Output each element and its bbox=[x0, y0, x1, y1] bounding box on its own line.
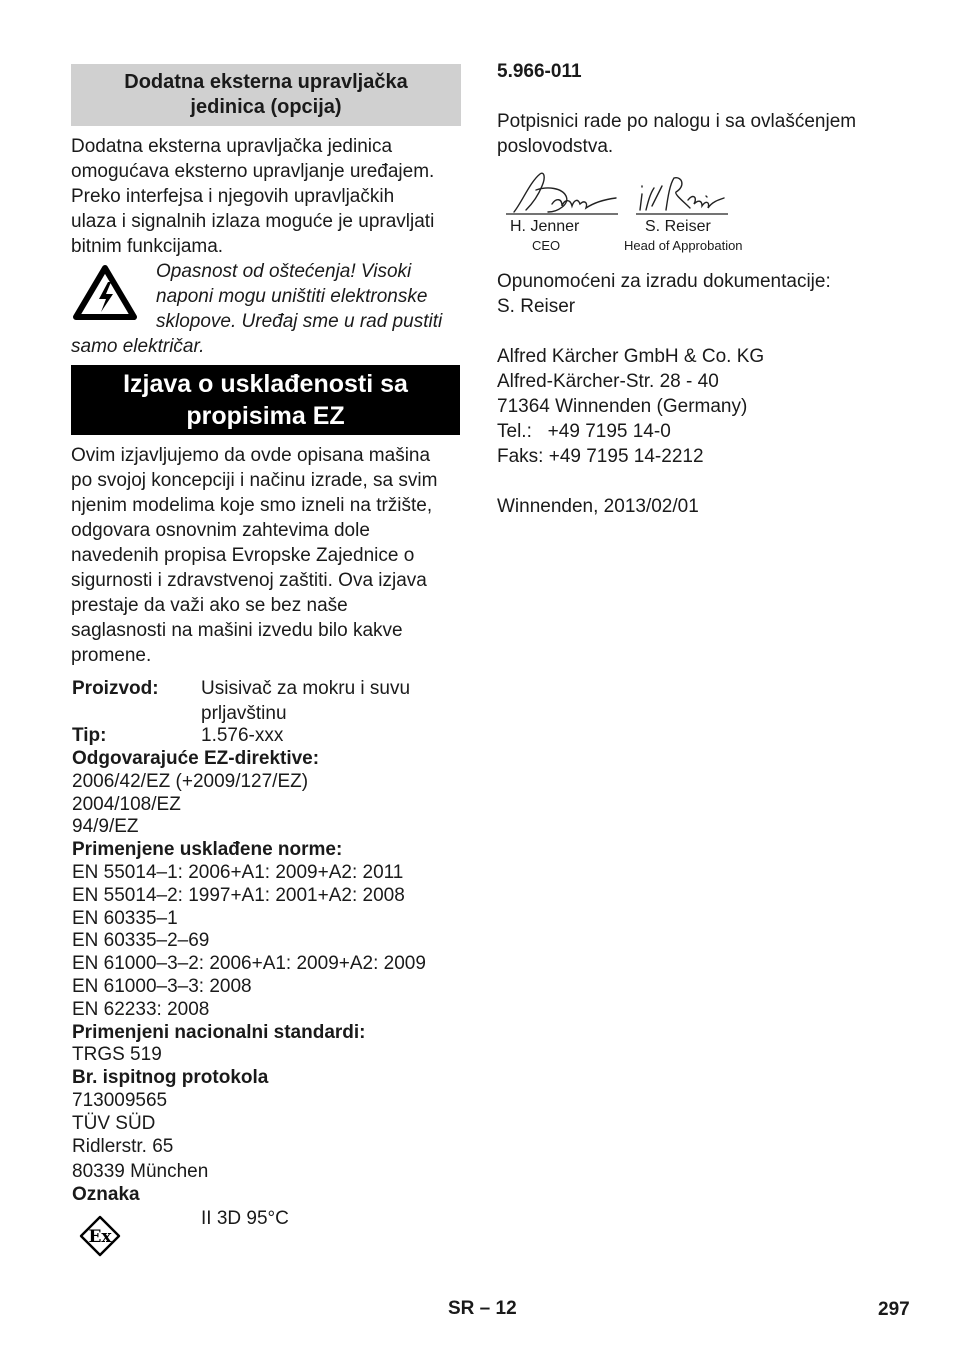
section-title-line: Izjava o usklađenosti sa bbox=[123, 370, 408, 398]
norm-item: EN 61000–3–3: 2008 bbox=[72, 975, 252, 997]
fax-line: Faks: +49 7195 14-2212 bbox=[497, 446, 704, 467]
signatory-role: CEO bbox=[532, 238, 561, 253]
text-line: Ridlerstr. 65 bbox=[72, 1136, 174, 1157]
national-standards-label: Primenjeni nacionalni standardi: bbox=[72, 1021, 366, 1043]
section-title bbox=[71, 365, 460, 435]
national-standard-item: TRGS 519 bbox=[72, 1044, 162, 1066]
norm-item: EN 62233: 2008 bbox=[72, 998, 210, 1020]
protocol-label: Br. ispitnog protokola bbox=[72, 1067, 269, 1089]
text-line: saglasnosti na mašini izvedu bilo kakve bbox=[71, 620, 403, 641]
product-value bbox=[201, 676, 410, 726]
norm-item: EN 55014–2: 1997+A1: 2001+A2: 2008 bbox=[72, 884, 405, 906]
norm-item: EN 60335–2–69 bbox=[72, 930, 210, 952]
directives-label: Odgovarajuće EZ-direktive: bbox=[72, 748, 320, 769]
text-line: poslovodstva. bbox=[497, 136, 614, 157]
norm-item: EN 60335–1 bbox=[72, 907, 178, 929]
authority-text bbox=[497, 109, 856, 159]
place-date: Winnenden, 2013/02/01 bbox=[497, 496, 699, 517]
text-line: po svojoj koncepciji i načinu izrade, sa svim bbox=[71, 470, 438, 491]
intro-paragraph bbox=[71, 134, 434, 259]
text-line: odgovara osnovnim zahtevima dole bbox=[71, 520, 370, 541]
company-name: Alfred Kärcher GmbH & Co. KG bbox=[497, 346, 765, 367]
protocol-number: 713009565 bbox=[72, 1089, 168, 1111]
text-line: prljavštinu bbox=[201, 703, 287, 724]
text-line: ulaza i signalnih izlaza moguće je upravljati bbox=[71, 211, 435, 232]
specs-block bbox=[72, 748, 426, 1136]
text-line: Usisivač za mokru i suvu bbox=[201, 678, 411, 699]
text-line: bitnim funkcijama. bbox=[71, 236, 224, 257]
text-line: S. Reiser bbox=[497, 296, 576, 317]
text-line: Ovim izjavljujemo da ovde opisana mašina bbox=[71, 445, 431, 466]
svg-text:Ex: Ex bbox=[88, 1227, 112, 1247]
directive-item: 94/9/EZ bbox=[72, 816, 139, 838]
text-line: Dodatna eksterna upravljačka jedinica bbox=[71, 136, 393, 157]
text-line: promene. bbox=[71, 645, 152, 666]
text-line: Opunomoćeni za izradu dokumentacije: bbox=[497, 271, 831, 292]
type-label: Tip: bbox=[72, 725, 107, 746]
signatory-name: H. Jenner bbox=[510, 218, 580, 235]
company-address bbox=[497, 344, 764, 469]
text-line: sigurnosti i zdravstvenoj zaštiti. Ova izjava bbox=[71, 570, 427, 591]
warning-text bbox=[156, 259, 442, 334]
part-number: 5.966-011 bbox=[497, 61, 582, 82]
norms-label: Primenjene usklađene norme: bbox=[72, 839, 343, 861]
warning-text-last: samo električar. bbox=[71, 336, 205, 357]
subsection-title-line: Dodatna eksterna upravljačka bbox=[124, 71, 408, 93]
high-voltage-warning-icon bbox=[72, 264, 138, 322]
signature-reiser-image bbox=[632, 172, 732, 218]
marking-label: Oznaka bbox=[72, 1184, 140, 1205]
text-line: Potpisnici rade po nalogu i sa ovlašćenjem bbox=[497, 111, 857, 132]
marking-value: II 3D 95°C bbox=[201, 1208, 289, 1229]
text-line: njenim modelima koje smo izneli na tržište, bbox=[71, 495, 433, 516]
type-value: 1.576-xxx bbox=[201, 725, 284, 746]
page-number: 297 bbox=[878, 1299, 910, 1320]
text-line: navedenih propisa Evropske Zajednice o bbox=[71, 545, 415, 566]
directive-item: 2004/108/EZ bbox=[72, 793, 181, 815]
subsection-title-line: jedinica (opcija) bbox=[190, 96, 342, 118]
declaration-paragraph bbox=[71, 443, 437, 668]
signatory-name: S. Reiser bbox=[645, 218, 711, 235]
address-line: 71364 Winnenden (Germany) bbox=[497, 396, 748, 417]
footer-section: SR – 12 bbox=[448, 1298, 517, 1319]
directive-item: 2006/42/EZ (+2009/127/EZ) bbox=[72, 770, 309, 792]
text-line: sklopove. Uređaj sme u rad pustiti bbox=[156, 311, 443, 332]
subsection-title bbox=[71, 64, 461, 126]
text-line: prestaje da važi ako se bez naše bbox=[71, 595, 348, 616]
signature-jenner-image bbox=[500, 168, 622, 220]
product-label: Proizvod: bbox=[72, 678, 159, 699]
text-line: Opasnost od oštećenja! Visoki bbox=[156, 261, 412, 282]
documentation-authority bbox=[497, 269, 831, 319]
text-line: Preko interfejsa i njegovih upravljačkih bbox=[71, 186, 395, 207]
text-line: 80339 München bbox=[72, 1161, 209, 1182]
text-line: omogućava eksterno upravljanje uređajem. bbox=[71, 161, 435, 182]
norm-item: EN 61000–3–2: 2006+A1: 2009+A2: 2009 bbox=[72, 953, 426, 975]
test-body-name: TÜV SÜD bbox=[72, 1112, 156, 1134]
section-title-line: propisima EZ bbox=[186, 402, 345, 430]
ex-explosion-protection-icon bbox=[78, 1214, 122, 1258]
text-line: naponi mogu uništiti elektronske bbox=[156, 286, 428, 307]
norm-item: EN 55014–1: 2006+A1: 2009+A2: 2011 bbox=[72, 861, 404, 883]
test-body-address bbox=[72, 1134, 208, 1184]
phone-line: Tel.: +49 7195 14-0 bbox=[497, 421, 671, 442]
signatory-role: Head of Approbation bbox=[624, 238, 743, 253]
address-line: Alfred-Kärcher-Str. 28 - 40 bbox=[497, 371, 719, 392]
